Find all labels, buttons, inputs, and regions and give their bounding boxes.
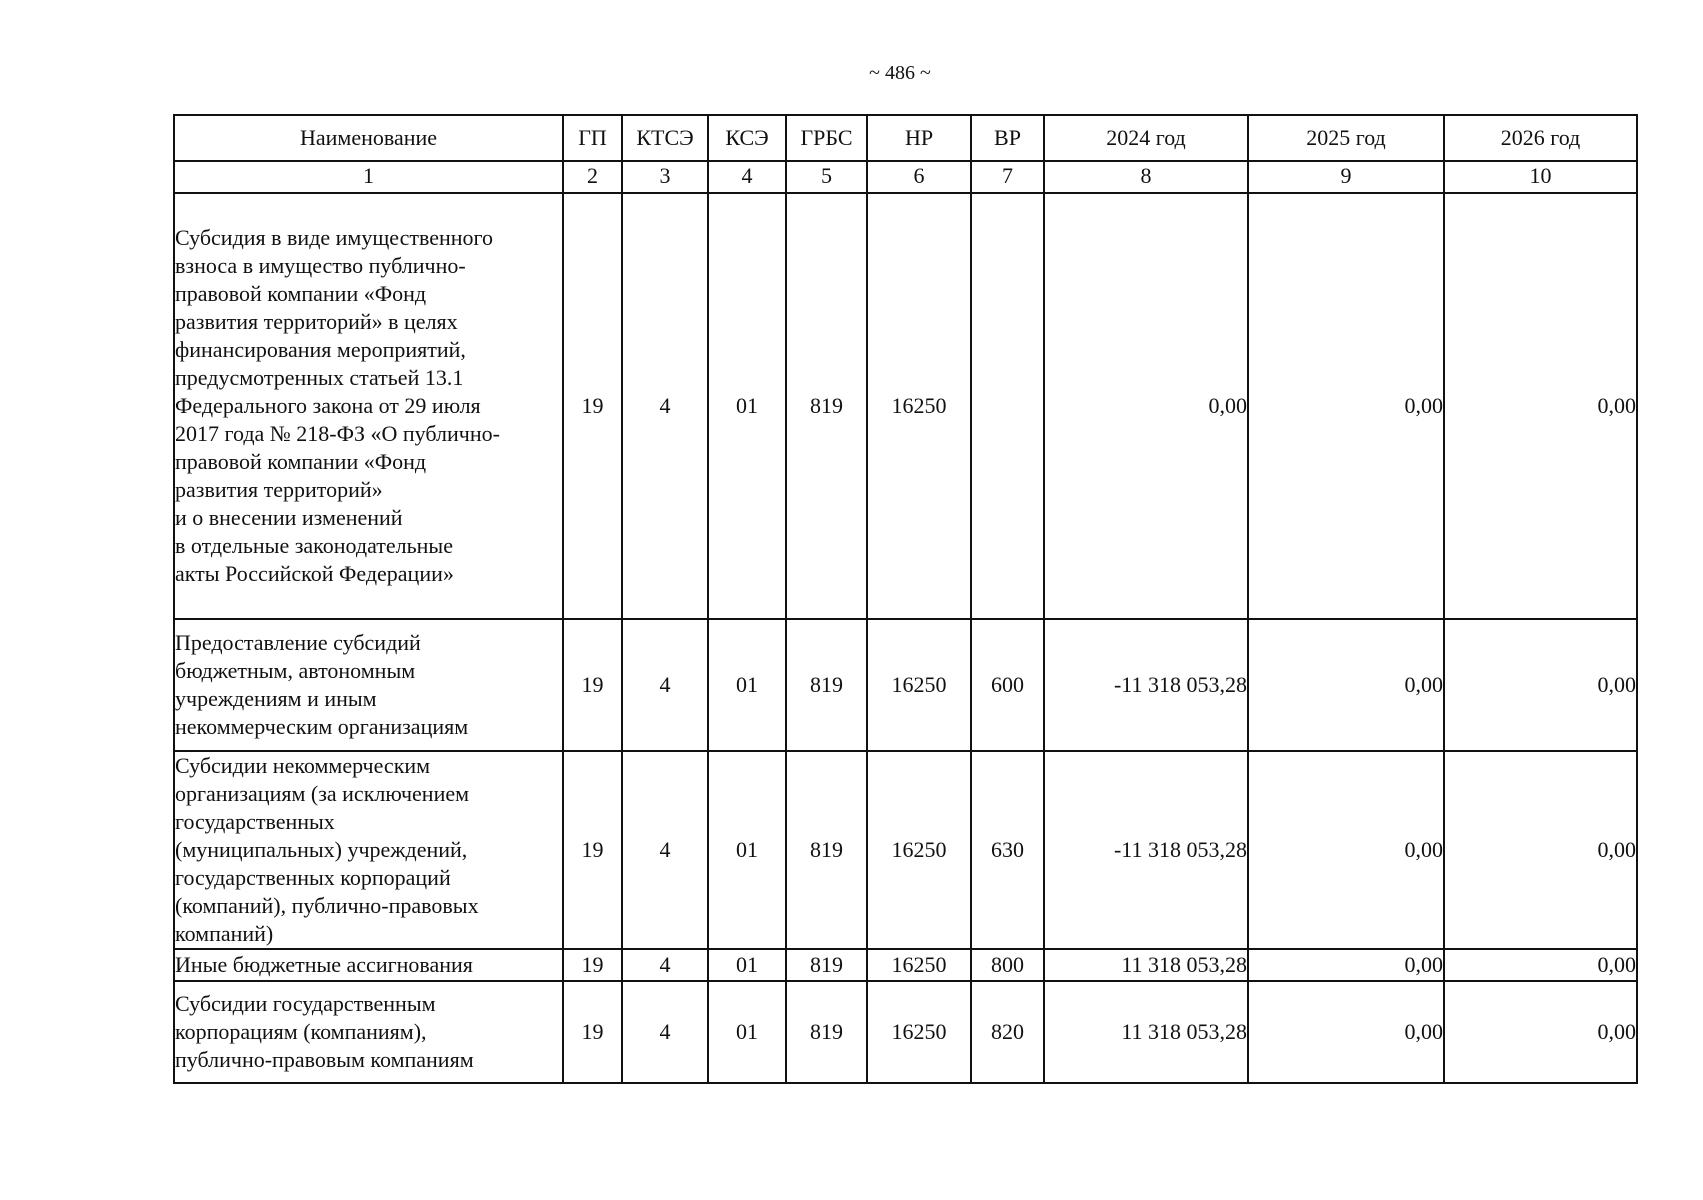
row-vr: [971, 193, 1044, 619]
row-gp: 19: [563, 949, 622, 981]
row-name: Предоставление субсидий бюджетным, автономным учреждениям и иным некоммерческим организациям: [174, 619, 563, 751]
row-ktse: 4: [622, 949, 708, 981]
row-ktse: 4: [622, 981, 708, 1083]
row-2026: 0,00: [1444, 193, 1637, 619]
row-nr: 16250: [867, 949, 971, 981]
table-row: [174, 949, 1637, 981]
header-2026: 2026 год: [1444, 115, 1637, 161]
row-2025: 0,00: [1248, 949, 1444, 981]
header-vr: ВР: [971, 115, 1044, 161]
column-number: 1: [174, 161, 563, 193]
row-nr: 16250: [867, 751, 971, 949]
header-2024: 2024 год: [1044, 115, 1248, 161]
row-2026: 0,00: [1444, 619, 1637, 751]
row-vr: 800: [971, 949, 1044, 981]
budget-table: [173, 114, 1638, 1084]
header-nr: НР: [867, 115, 971, 161]
row-gp: 19: [563, 619, 622, 751]
column-number: 3: [622, 161, 708, 193]
row-2024: 11 318 053,28: [1044, 949, 1248, 981]
column-number: 10: [1444, 161, 1637, 193]
column-numbers-row: [174, 161, 1637, 193]
row-2024: 0,00: [1044, 193, 1248, 619]
header-grbs: ГРБС: [786, 115, 867, 161]
row-2024: -11 318 053,28: [1044, 751, 1248, 949]
row-2026: 0,00: [1444, 981, 1637, 1083]
row-grbs: 819: [786, 949, 867, 981]
column-number: 2: [563, 161, 622, 193]
row-nr: 16250: [867, 981, 971, 1083]
row-2024: -11 318 053,28: [1044, 619, 1248, 751]
row-grbs: 819: [786, 619, 867, 751]
row-grbs: 819: [786, 981, 867, 1083]
row-name: Субсидии некоммерческим организациям (за исключением государственных (муниципальных) учреждений, государственных корпораций (компаний), публично-правовых компаний): [174, 751, 563, 949]
header-2025: 2025 год: [1248, 115, 1444, 161]
row-grbs: 819: [786, 751, 867, 949]
row-2024: 11 318 053,28: [1044, 981, 1248, 1083]
column-number: 4: [708, 161, 786, 193]
column-number: 6: [867, 161, 971, 193]
row-2025: 0,00: [1248, 981, 1444, 1083]
row-nr: 16250: [867, 619, 971, 751]
row-ktse: 4: [622, 193, 708, 619]
table-row: [174, 751, 1637, 949]
column-number: 9: [1248, 161, 1444, 193]
header-gp: ГП: [563, 115, 622, 161]
table-header-row: [174, 115, 1637, 161]
column-number: 5: [786, 161, 867, 193]
row-2026: 0,00: [1444, 751, 1637, 949]
row-ktse: 4: [622, 619, 708, 751]
row-nr: 16250: [867, 193, 971, 619]
row-2025: 0,00: [1248, 751, 1444, 949]
row-2025: 0,00: [1248, 193, 1444, 619]
row-ktse: 4: [622, 751, 708, 949]
header-ktse: КТСЭ: [622, 115, 708, 161]
row-name: Субсидии государственным корпорациям (компаниям), публично-правовым компаниям: [174, 981, 563, 1083]
table-row: [174, 193, 1637, 619]
table-row: [174, 619, 1637, 751]
row-vr: 630: [971, 751, 1044, 949]
header-kse: КСЭ: [708, 115, 786, 161]
row-kse: 01: [708, 619, 786, 751]
row-vr: 600: [971, 619, 1044, 751]
row-2025: 0,00: [1248, 619, 1444, 751]
page-number: ~ 486 ~: [869, 62, 931, 84]
table-row: [174, 981, 1637, 1083]
row-gp: 19: [563, 981, 622, 1083]
row-kse: 01: [708, 949, 786, 981]
column-number: 7: [971, 161, 1044, 193]
row-vr: 820: [971, 981, 1044, 1083]
row-gp: 19: [563, 751, 622, 949]
column-number: 8: [1044, 161, 1248, 193]
row-kse: 01: [708, 193, 786, 619]
header-name: Наименование: [174, 115, 563, 161]
row-name: Субсидия в виде имущественного взноса в имущество публично- правовой компании «Фонд развития территорий» в целях финансирования мероприятий, предусмотренных статьей 13.1 Федерального закона от 29 июля 2017 года № 218-ФЗ «О публично- правовой компании «Фонд развития территорий» и о внесении изменений в отдельные законодательные акты Российской Федерации»: [174, 193, 563, 619]
row-2026: 0,00: [1444, 949, 1637, 981]
row-name: Иные бюджетные ассигнования: [174, 949, 563, 981]
row-kse: 01: [708, 981, 786, 1083]
row-kse: 01: [708, 751, 786, 949]
row-grbs: 819: [786, 193, 867, 619]
row-gp: 19: [563, 193, 622, 619]
